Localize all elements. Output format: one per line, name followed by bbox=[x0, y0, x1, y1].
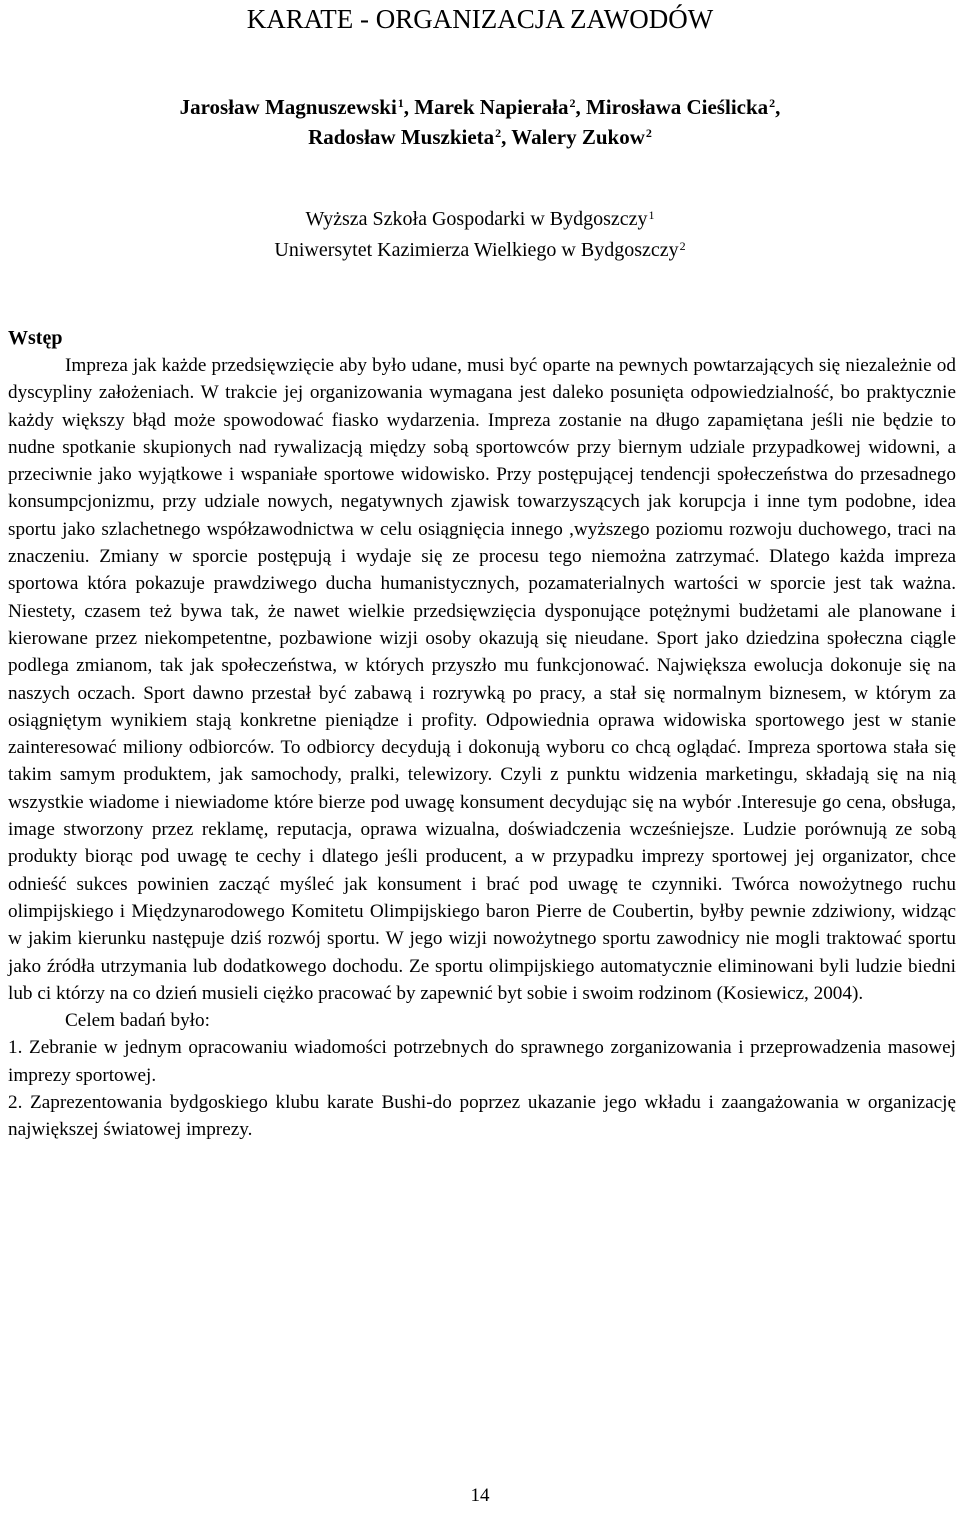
author: Jarosław Magnuszewski$^1$, bbox=[179, 95, 415, 119]
author: Radosław Muszkieta$^2$, bbox=[308, 125, 512, 149]
aim-item: 1. Zebranie w jednym opracowaniu wiadomości potrzebnych do sprawnego zorganizowania i przeprowadzenia masowej imprezy sportowej. bbox=[8, 1037, 956, 1086]
affiliation: Wyższa Szkoła Gospodarki w Bydgoszczy$^1$ bbox=[305, 208, 655, 230]
page-number: 14 bbox=[470, 1485, 490, 1506]
affiliation-list bbox=[0, 204, 960, 266]
affiliation-marker: 2 bbox=[569, 96, 576, 110]
section-heading: Wstęp bbox=[8, 327, 63, 349]
affiliation-marker: 2 bbox=[769, 96, 776, 110]
author: Walery Zukow$^2$ bbox=[511, 125, 652, 149]
author: Mirosława Cieślicka$^2$, bbox=[585, 95, 781, 119]
affiliation-marker: 2 bbox=[645, 126, 652, 140]
affiliation-marker: 2 bbox=[679, 239, 686, 253]
paper-title: KARATE - ORGANIZACJA ZAWODÓW bbox=[246, 4, 714, 34]
affiliation-marker: 2 bbox=[495, 126, 502, 140]
aim-item: 2. Zaprezentowania bydgoskiego klubu karate Bushi-do poprzez ukazanie jego wkładu i zaangażowania w organizację największej światowej imprezy. bbox=[8, 1092, 956, 1141]
body-text bbox=[8, 352, 956, 1144]
affiliation-marker: 1 bbox=[397, 96, 404, 110]
author-list bbox=[0, 92, 960, 152]
affiliation: Uniwersytet Kazimierza Wielkiego w Bydgoszczy$^2$ bbox=[274, 239, 686, 261]
intro-paragraph: Impreza jak każde przedsięwzięcie aby było udane, musi być oparte na pewnych powtarzających się niezależnie od dyscypliny założeniach. W trakcie jej organizowania wymagana jest daleko posunięta odpowiedzialność, bo praktycznie każdy większy błąd może spowodować fiasko wydarzenia. Impreza zostanie na długo zapamiętana jeśli nie będzie to nudne spotkanie skupionych nad rywalizacją między sobą sportowców przy biernym udziale przypadkowej widowni, a przeciwnie jako wyjątkowe i wspaniałe sportowe widowisko. Przy postępującej tendencji społeczeństwa do przesadnego konsumpcjonizmu, przy udziale nowych, negatywnych zjawisk towarzyszących jak korupcja i inne tym podobne, idea sportu jako szlachetnego współzawodnictwa w celu osiągnięcia innego ,wyższego poziomu rozwoju duchowego, traci na znaczeniu. Zmiany w sporcie postępują i wydaje się ze procesu tego niemożna zatrzymać. Dlatego każda impreza sportowa która pokazuje prawdziwego ducha humanistycznych, pozamaterialnych wartości w sporcie jest tak ważna. Niestety, czasem też bywa tak, że nawet wielkie przedsięwzięcia dysponujące potężnymi budżetami ale planowane i kierowane przez niekompetentne, pozbawione wizji osoby okazują się nieudane. Sport jako dziedzina społeczna ciągle podlega zmianom, tak jak społeczeństwa, w których przyszło mu funkcjonować. Największa ewolucja dokonuje się na naszych oczach. Sport dawno przestał być zabawą i rozrywką po pracy, a stał się normalnym biznesem, w którym za osiągniętym wynikiem stają konkretne pieniądze i profity. Odpowiednia oprawa widowiska sportowego jest w stanie zainteresować miliony odbiorców. To odbiorcy decydują i dokonują wyboru co chcą oglądać. Impreza sportowa stała się takim samym produktem, jak samochody, pralki, telewizory. Czyli z punktu widzenia marketingu, składają się na nią wszystkie wiadome i niewiadome które bierze pod uwagę konsument decydując się na wybór .Interesuje go cena, obsługa, image stworzony przez reklamę, reputacja, oprawa wizualna, doświadczenia wcześniejsze. Ludzie porównują ze sobą produkty biorąc pod uwagę te cechy i dlatego jeśli producent, a w przypadku imprezy sportowej jej organizator, chce odnieść sukces powinien zacząć myśleć jak konsument i brać pod uwagę te czynniki. Twórca nowożytnego ruchu olimpijskiego i Międzynarodowego Komitetu Olimpijskiego baron Pierre de Coubertin, byłby pewnie zdziwiony, widząc w jakim kierunku następuje dziś rozwój sportu. W jego wizji nowożytnego sportu zawodnicy nie mogli traktować sportu jako źródła utrzymania lub dodatkowego dochodu. Ze sportu olimpijskiego automatycznie eliminowani byli ludzie biedni lub ci którzy na co dzień musieli ciężko pracować by zapewnić byt sobie i swoim rodzinom (Kosiewicz, 2004). bbox=[8, 355, 956, 1004]
author: Marek Napierała$^2$, bbox=[414, 95, 586, 119]
aims-intro: Celem badań było: bbox=[65, 1010, 210, 1032]
affiliation-marker: 1 bbox=[648, 208, 655, 222]
